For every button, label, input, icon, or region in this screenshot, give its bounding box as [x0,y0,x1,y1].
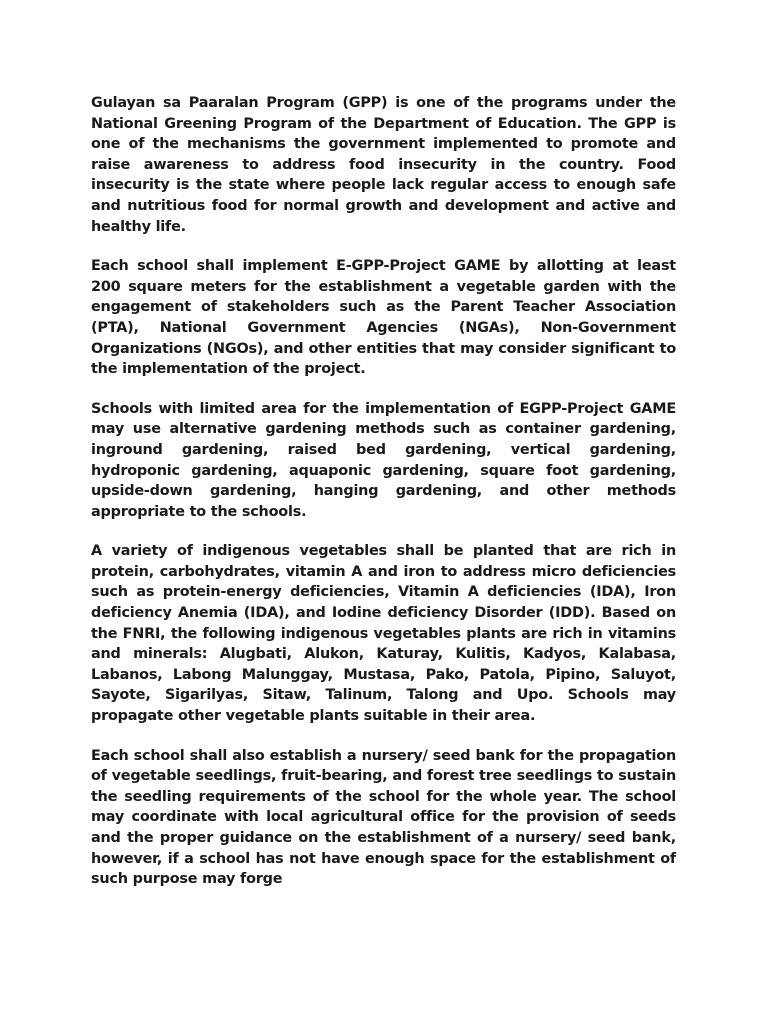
paragraph-alternative-methods: Schools with limited area for the implementation of EGPP-Project GAME may use alternative gardening methods such as container gardening, inground gardening, raised bed gardening, vertical gardening, hydroponic gardening, aquaponic gardening, square foot gardening, upside-down gardening, hanging gardening, and other methods appropriate to the schools. [91,400,676,520]
paragraph-gpp-intro: Gulayan sa Paaralan Program (GPP) is one of the programs under the National Greening Program of the Department of Education. The GPP is one of the mechanisms the government implemented to promote and raise awareness to address food insecurity in the country. Food insecurity is the state where people lack regular access to enough safe and nutritious food for normal growth and development and active and healthy life. [91,95,676,235]
paragraph-indigenous-vegetables: A variety of indigenous vegetables shall be planted that are rich in protein, carbohydrates, vitamin A and iron to address micro deficiencies such as protein-energy deficiencies, Vitamin A deficiencies (IDA), Iron deficiency Anemia (IDA), and Iodine deficiency Disorder (IDD). Based on the FNRI, the following indigenous vegetables plants are rich in vitamins and minerals: Alugbati, Alukon, Katuray, Kulitis, Kadyos, Kalabasa, Labanos, Labong Malunggay, Mustasa, Pako, Patola, Pipino, Saluyot, Sayote, Sigarilyas, Sitaw, Talinum, Talong and Upo. Schools may propagate other vegetable plants suitable in their area. [91,543,676,725]
paragraph-garden-allotment: Each school shall implement E-GPP-Project GAME by allotting at least 200 square meters for the establishment a vegetable garden with the engagement of stakeholders such as the Parent Teacher Association (PTA), National Government Agencies (NGAs), Non-Government Organizations (NGOs), and other entities that may consider significant to the implementation of the project. [91,258,676,378]
paragraph-nursery-seed-bank: Each school shall also establish a nursery/ seed bank for the propagation of vegetable seedlings, fruit-bearing, and forest tree seedlings to sustain the seedling requirements of the school for the whole year. The school may coordinate with local agricultural office for the provision of seeds and the proper guidance on the establishment of a nursery/ seed bank, however, if a school has not have enough space for the establishment of such purpose may forge [91,747,676,888]
